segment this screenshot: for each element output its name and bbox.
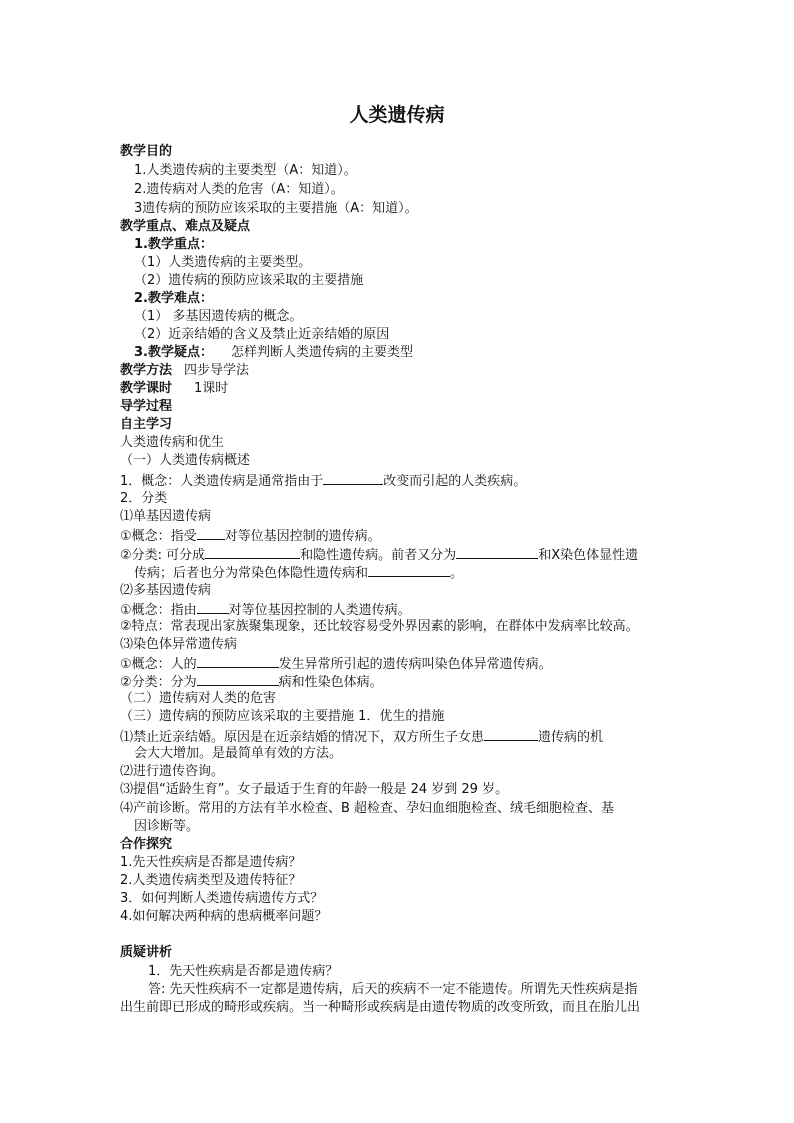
cooperative-question: 4.如何解决两种病的患病概率问题？ bbox=[120, 909, 328, 924]
measure-4: ⑷产前诊断。常用的方法有羊水检查、B 超检查、孕妇血细胞检查、绒毛细胞检查、基 bbox=[120, 801, 615, 816]
page-title: 人类遗传病 bbox=[349, 104, 445, 126]
text: 。 bbox=[450, 566, 464, 581]
text: 病和性染色体病。 bbox=[278, 675, 383, 690]
qa-answer-line: 答: 先天性疾病不一定都是遗传病，后天的疾病不一定不能遗传。所谓先天性疾病是指 bbox=[148, 982, 638, 997]
fill-blank bbox=[456, 545, 538, 559]
difficulty-title: 2.教学难点： bbox=[134, 291, 213, 306]
objectives-heading: 教学目的 bbox=[120, 144, 173, 159]
focus-title: 1.教学重点： bbox=[134, 237, 213, 252]
hours-label: 教学课时 bbox=[120, 381, 173, 396]
text: 和X染色体显性遗 bbox=[538, 548, 639, 563]
text: 1．概念：人类遗传病是通常指由于 bbox=[120, 474, 324, 489]
fill-blank bbox=[205, 545, 300, 559]
qa-question: 1．先天性疾病是否都是遗传病？ bbox=[148, 964, 339, 979]
measure-3: ⑶提倡“适龄生育”。女子最适于生育的年龄一般是 24 岁到 29 岁。 bbox=[120, 782, 509, 797]
text: ②分类: 可分成 bbox=[120, 548, 206, 563]
text: ⑴禁止近亲结婚。原因是在近亲结婚的情况下，双方所生子女患 bbox=[120, 730, 485, 745]
method-label: 教学方法 bbox=[120, 363, 173, 378]
doubt-text: 怎样判断人类遗传病的主要类型 bbox=[230, 345, 413, 360]
classify-line: 2．分类 bbox=[120, 491, 168, 506]
focus-item: （2）遗传病的预防应该采取的主要措施 bbox=[134, 273, 364, 288]
text: 传病；后者也分为常染色体隐性遗传病和 bbox=[134, 566, 369, 581]
text: ①概念：指受 bbox=[120, 529, 197, 544]
section-1: （一）人类遗传病概述 bbox=[120, 453, 251, 468]
fill-blank bbox=[484, 727, 538, 741]
text: 发生异常所引起的遗传病叫染色体异常遗传病。 bbox=[278, 657, 552, 672]
qa-answer-line: 出生前即已形成的畸形或疾病。当一种畸形或疾病是由遗传物质的改变所致，而且在胎儿出 bbox=[120, 1000, 641, 1015]
text: 遗传病的机 bbox=[538, 730, 604, 745]
text: ②分类：分为 bbox=[120, 675, 197, 690]
text: 对等位基因控制的遗传病。 bbox=[224, 529, 381, 544]
hours-value: 1课时 bbox=[194, 381, 229, 396]
multi-feature-line: ②特点：常表现出家族聚集现象，还比较容易受外界因素的影响，在群体中发病率比较高。 bbox=[120, 619, 639, 634]
cooperative-question: 2.人类遗传病类型及遗传特征？ bbox=[120, 873, 302, 888]
objective-item: 3遗传病的预防应该采取的主要措施（A：知道）。 bbox=[134, 201, 418, 216]
chromosome-title: ⑶染色体异常遗传病 bbox=[120, 637, 238, 652]
hours-line bbox=[120, 380, 228, 397]
focus-item: （1）人类遗传病的主要类型。 bbox=[134, 255, 312, 270]
key-points-heading: 教学重点、难点及疑点 bbox=[120, 219, 251, 234]
objective-item: 2.遗传病对人类的危害（A：知道）。 bbox=[134, 182, 344, 197]
difficulty-item: （1） 多基因遗传病的概念。 bbox=[134, 309, 303, 324]
process-heading: 导学过程 bbox=[120, 399, 173, 414]
measure-2: ⑵进行遗传咨询。 bbox=[120, 764, 225, 779]
text: ①概念：指由 bbox=[120, 603, 197, 618]
qa-heading: 质疑讲析 bbox=[120, 945, 173, 960]
text: 对等位基因控制的人类遗传病。 bbox=[228, 603, 411, 618]
cooperative-heading: 合作探究 bbox=[120, 837, 173, 852]
method-value: 四步导学法 bbox=[184, 363, 250, 378]
self-study-topic: 人类遗传病和优生 bbox=[120, 435, 225, 450]
text: 改变而引起的人类疾病。 bbox=[383, 474, 527, 489]
chrom-concept-line bbox=[120, 654, 552, 671]
single-concept-line bbox=[120, 526, 381, 543]
fill-blank bbox=[323, 471, 383, 485]
fill-blank bbox=[197, 672, 279, 686]
objective-item: 1.人类遗传病的主要类型（A：知道）。 bbox=[134, 163, 357, 178]
section-2: （二）遗传病对人类的危害 bbox=[120, 691, 277, 706]
section-3: （三）遗传病的预防应该采取的主要措施 1．优生的措施 bbox=[120, 709, 445, 724]
single-gene-title: ⑴单基因遗传病 bbox=[120, 509, 212, 524]
multi-concept-line bbox=[120, 600, 411, 617]
single-class-line-2 bbox=[134, 563, 463, 580]
concept-line bbox=[120, 471, 526, 488]
doubt-title: 3.教学疑点： bbox=[134, 345, 213, 360]
single-class-line bbox=[120, 545, 638, 562]
text: 和隐性遗传病。前者又分为 bbox=[300, 548, 457, 563]
chrom-class-line bbox=[120, 672, 383, 689]
difficulty-item: （2）近亲结婚的含义及禁止近亲结婚的原因 bbox=[134, 327, 390, 342]
fill-blank bbox=[197, 600, 229, 614]
method-line bbox=[120, 362, 249, 379]
fill-blank bbox=[197, 654, 279, 668]
cooperative-question: 3．如何判断人类遗传病遗传方式？ bbox=[120, 891, 324, 906]
multi-gene-title: ⑵多基因遗传病 bbox=[120, 583, 212, 598]
fill-blank bbox=[197, 526, 225, 540]
text: ①概念：人的 bbox=[120, 657, 197, 672]
doubt-line bbox=[134, 344, 413, 361]
cooperative-question: 1.先天性疾病是否都是遗传病？ bbox=[120, 855, 302, 870]
fill-blank bbox=[368, 563, 450, 577]
measure-4-line-2: 因诊断等。 bbox=[134, 819, 200, 834]
measure-1-line-2: 会大大增加。是最简单有效的方法。 bbox=[134, 746, 343, 761]
self-study-heading: 自主学习 bbox=[120, 417, 173, 432]
measure-1-line bbox=[120, 727, 603, 744]
